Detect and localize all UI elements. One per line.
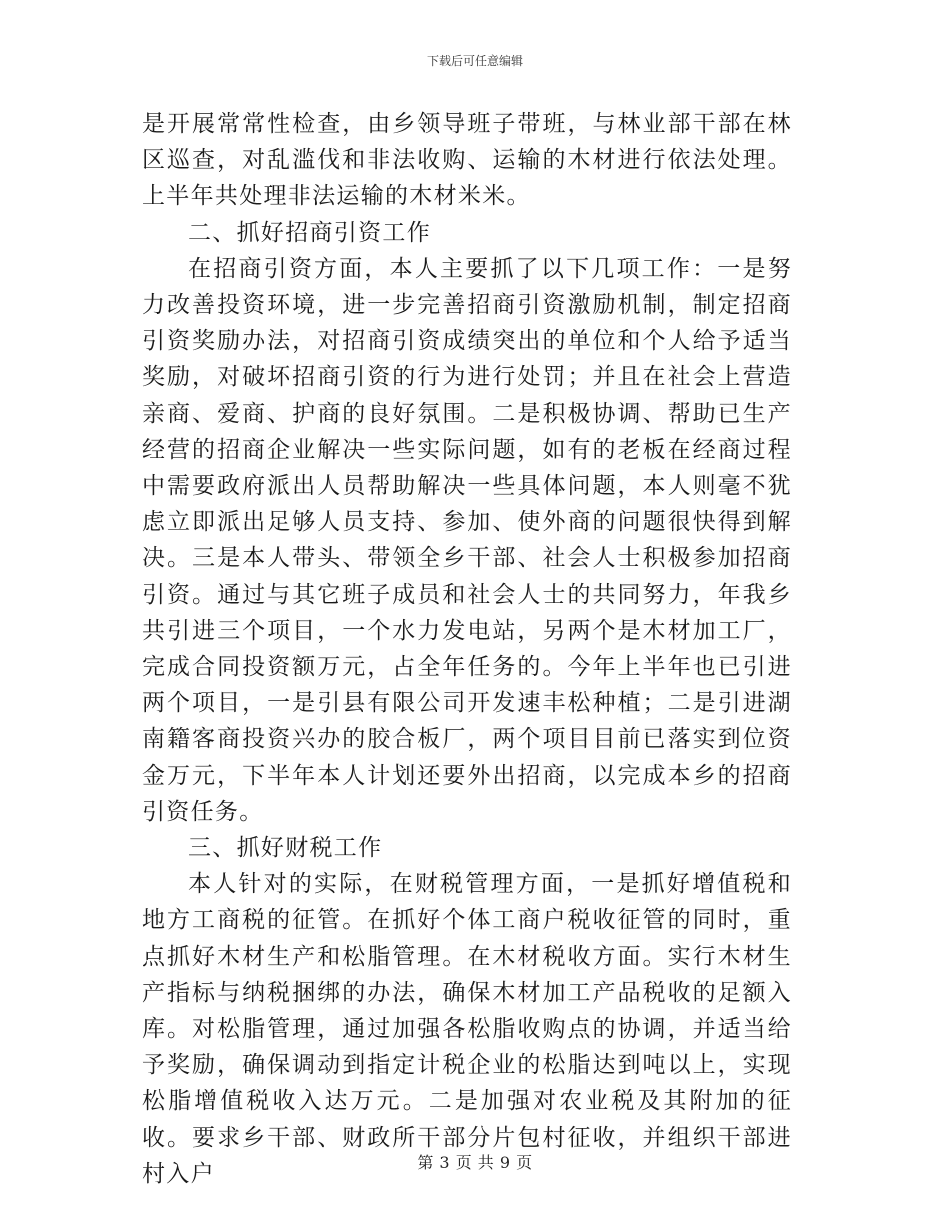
document-body (142, 106, 792, 1192)
page-header-note: 下载后可任意编辑 (426, 54, 523, 68)
page-number: 第 3 页 共 9 页 (417, 1153, 533, 1172)
paragraph-continuation: 是开展常常性检查，由乡领导班子带班，与林业部干部在林区巡查，对乱滥伐和非法收购、运输的木材进行依法处理。上半年共处理非法运输的木材米米。 (142, 111, 792, 210)
paragraph-finance-tax: 本人针对的实际，在财税管理方面，一是抓好增值税和地方工商税的征管。在抓好个体工商户税收征管的同时，重点抓好木材生产和松脂管理。在木材税收方面。实行木材生产指标与纳税捆绑的办法，确保木材加工产品税收的足额入库。对松脂管理，通过加强各松脂收购点的协调，并适当给予奖励，确保调动到指定计税企业的松脂达到吨以上，实现松脂增值税收入达万元。二是加强对农业税及其附加的征收。要求乡干部、财政所干部分片包村征收，并组织干部进村入户 (142, 871, 792, 1187)
paragraph-investment: 在招商引资方面，本人主要抓了以下几项工作：一是努力改善投资环境，进一步完善招商引资激励机制，制定招商引资奖励办法，对招商引资成绩突出的单位和个人给予适当奖励，对破坏招商引资的行为进行处罚；并且在社会上营造亲商、爱商、护商的良好氛围。二是积极协调、帮助已生产经营的招商企业解决一些实际问题，如有的老板在经商过程中需要政府派出人员帮助解决一些具体问题，本人则毫不犹虑立即派出足够人员支持、参加、使外商的问题很快得到解决。三是本人带头、带领全乡干部、社会人士积极参加招商引资。通过与其它班子成员和社会人士的共同努力，年我乡共引进三个项目，一个水力发电站，另两个是木材加工厂，完成合同投资额万元，占全年任务的。今年上半年也已引进两个项目，一是引县有限公司开发速丰松种植；二是引进湖南籍客商投资兴办的胶合板厂，两个项目目前已落实到位资金万元，下半年本人计划还要外出招商，以完成本乡的招商引资任务。 (142, 255, 792, 825)
section-heading-investment: 二、抓好招商引资工作 (188, 219, 431, 246)
section-heading-finance-tax: 三、抓好财税工作 (188, 835, 383, 862)
